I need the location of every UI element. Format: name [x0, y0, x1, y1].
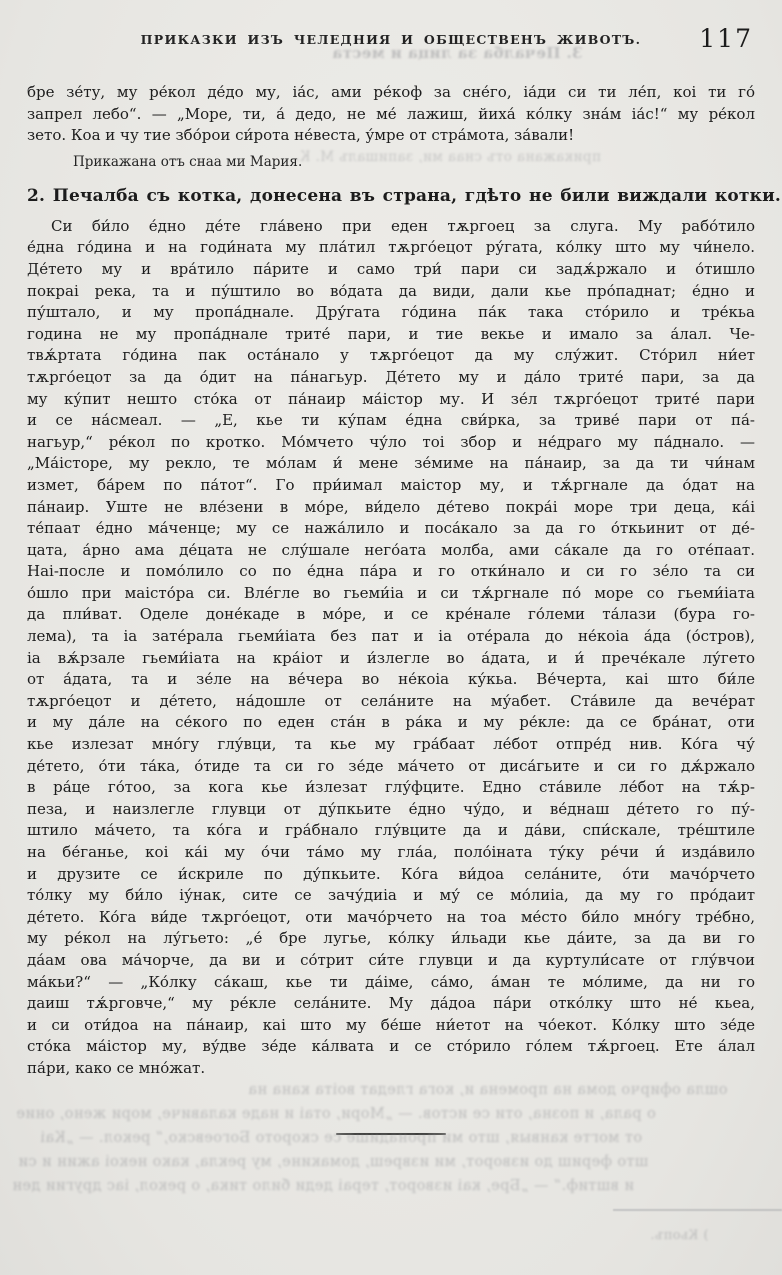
text-line: покраі река, та и пу́штило во во́дата да види, дали кье про́паднат; е́дно и	[27, 281, 755, 300]
text-line: де́тето. Ко́га ви́де тѫрго́ецот, оти мачо́рчето на тоа ме́сто би́ло мно́гу тре́бно,	[27, 907, 755, 926]
bleedthrough-text: о рала, и позна, оти се истов. — „Мори, отаі и наде калавиче, мори жено, оние	[16, 1106, 656, 1122]
text-line: и си оти́доа на па́наир, каі што му бе́ше ни́етот на чо́екот. Ко́лку што зе́де	[27, 1015, 755, 1034]
text-line: сто́ка ма́істор му, ву́две зе́де ка́лвата и се сто́рило го́лем тѫ́ргоец. Ете а́лал	[27, 1037, 755, 1056]
bleedthrough-text: ошла офирчо дома на промена и, кога гледат воіта кана на	[248, 1082, 728, 1098]
text-line: да пли́ват. Оделе доне́каде в мо́ре, и се кре́нале го́леми та́лази (бура го-	[27, 605, 755, 624]
previous-tale-ending	[27, 82, 755, 147]
text-line: бре зе́ту, му ре́кол де́до му, іа́с, ами ре́коф за сне́го, іа́ди си ти ле́п, коі ти го́	[27, 83, 755, 101]
bleedthrough-text: прикажана отъ снаа ми, запишалъ М. К.	[295, 149, 601, 165]
text-line: пеза, и наизлегле глувци от ду́пкьите е́дно чу́до, и ве́днаш де́тето го пу́-	[27, 799, 755, 818]
text-line: цата, а́рно ама де́цата не слу́шале него́ата молба, ами са́кале да го оте́паат.	[27, 540, 755, 559]
text-line: в ра́це го́тоо, за кога кье и́злезат глу́фците. Едно ста́виле ле́бот на тѫ́р-	[27, 778, 755, 797]
text-line: па́наир. Уште не вле́зени в мо́ре, ви́дело де́тево покра́і море три деца, ка́і	[27, 497, 755, 516]
tale-body	[27, 216, 755, 1080]
text-line: Наі-после и помо́лило со по е́дна па́ра и го отки́нало и си го зе́ло та си	[27, 562, 755, 581]
text-line: измет, ба́рем по па́тот“. Го при́имал маістор му, и тѫ́ргнале да о́дат на	[27, 475, 755, 494]
text-line: зето. Коа и чу тие збо́рои си́рота не́веста, у́мре от стра́мота, за́вали!	[27, 126, 575, 145]
page-header	[27, 0, 755, 62]
text-line: е́дна го́дина и на годи́ната му пла́тил тѫрго́ецот ру́гата, ко́лку што му чи́нело.	[27, 238, 755, 257]
text-line: година не му пропа́днале трите́ пари, и тие векье и имало за а́лал. Че-	[27, 324, 755, 343]
bleedthrough-text: и вштиф.“ — „Бре, каі изворот, тераі деди било тика, о рекол, іас другии ден	[12, 1178, 634, 1194]
text-line: штило ма́чето, та ко́га и гра́бнало глу́вците да и да́ви, спи́скале, тре́штиле	[27, 821, 755, 840]
text-line: іа вѫ́рзале гьеми́іата на кра́іот и и́злегле во а́дата, и и́ прече́кале лу́гето	[27, 648, 755, 667]
text-line: и се на́смеал. — „Е, кье ти ку́пам е́дна сви́рка, за триве́ пари от па́-	[27, 411, 755, 430]
text-line: и му да́ле на се́кого по еден ста́н в ра́ка и му ре́кле: да се бра́нат, оти	[27, 713, 755, 732]
text-line: даиш тѫ́рговче,“ му ре́кле села́ните. Му да́доа па́ри отко́лку што не́ кьеа,	[27, 994, 755, 1013]
bleedthrough-text: што фериш до изворот, ми извреш, домакине, му рекла, како некоі ажин и си	[18, 1154, 649, 1170]
text-line: запрел лебо“. — „Море, ти, а́ дедо, не ме́ лажиш, йиха́ ко́лку зна́м іа́с!“ му ре́кол	[27, 104, 755, 123]
tale-heading: 2. Печалба съ котка, донесена въ страна, гдѣто не били виждали котки.	[27, 185, 781, 206]
text-line: да́ам ова ма́чорче, да ви и со́трит си́те глувци и да куртули́сате от глу́вчои	[27, 950, 755, 969]
text-line: „Ма́історе, му рекло, те мо́лам и́ мене зе́миме на па́наир, за да ти чи́нам	[27, 454, 755, 473]
running-title: ПРИКАЗКИ ИЗЪ ЧЕЛЕДНИЯ И ОБЩЕСТВЕНЪ ЖИВОТЪ.	[140, 32, 642, 47]
text-line: Де́тето му и вра́тило па́рите и само три́ пари си задѫ́ржало и о́тишло	[27, 259, 755, 278]
text-line: де́тето, о́ти та́ка, о́тиде та си го зе́де ма́чето от диса́гьите и си го дѫ́ржало	[27, 756, 755, 775]
end-of-tale-rule	[336, 1133, 446, 1135]
text-line: от а́дата, та и зе́ле на ве́чера во не́коіа ку́кьа. Ве́черта, каі што би́ле	[27, 670, 755, 689]
bleedthrough-text: З. Печалба за лица и места	[332, 44, 583, 62]
text-line: па́ри, како се мно́жат.	[27, 1058, 206, 1077]
bleedthrough-text: ) Кьопъ.	[650, 1228, 709, 1243]
text-line: Си би́ло е́дно де́те гла́вено при еден тѫргоец за слуга. Му рабо́тило	[51, 216, 755, 235]
text-line: тѫрго́ецот и де́тето, на́дошле от села́ните на му́абет. Ста́виле да вече́рат	[27, 691, 755, 710]
text-line: о́шло при маісто́ра си. Вле́гле во гьеми́іа и си тѫ́ргнале по́ море со гьеми́іата	[27, 583, 755, 602]
text-line: тѫрго́ецот за да о́дит на па́нагьур. Де́тето му и да́ло трите́ пари, за да	[27, 367, 755, 386]
bleedthrough-text: от могте канвыя, што ми пронадише се скорото Богоевско,“ рекол. — „Каі	[40, 1130, 643, 1146]
text-line: лема), та іа зате́рала гьеми́іата без пат и іа оте́рала до не́коіа а́да (о́стров),	[27, 627, 755, 646]
text-line: пу́штало, и му пропа́днале. Дру́гата го́дина па́к така сто́рило и тре́кьа	[27, 303, 755, 322]
text-line: нагьур,“ ре́кол по кротко. Мо́мчето чу́ло тоі збор и не́драго му па́днало. —	[27, 432, 755, 451]
text-line: на бе́ганье, коі ка́і му о́чи та́мо му гла́а, поло́іната ту́ку ре́чи и́ изда́вило	[27, 843, 755, 861]
page-number: 117	[699, 24, 753, 53]
text-line: му ку́пит нешто сто́ка от па́наир ма́істор му. И зе́л тѫрго́ецот трите́ пари	[27, 389, 755, 408]
text-line: му ре́кол на лу́гьето: „е́ бре лугье, ко́лку и́льади кье да́ите, за да ви го	[27, 929, 755, 948]
text-line: кье излезат мно́гу глу́вци, та кье му гра́баат ле́бот отпре́д нив. Ко́га чу́	[27, 735, 755, 754]
bleedthrough-footnote-rule	[613, 1209, 782, 1211]
text-line: ма́кьи?“ — „Ко́лку са́каш, кье ти да́іме, са́мо, а́ман те мо́лиме, да ни го	[27, 972, 755, 991]
text-line: и друзите се и́скриле по ду́пкьите. Ко́га ви́доа села́ните, о́ти мачо́рчето	[27, 864, 755, 883]
attribution-line: Прикажана отъ снаа ми Мария.	[73, 153, 303, 170]
text-line: твѫ́ртата го́дина пак оста́нало у тѫрго́ецот да му слу́жит. Сто́рил ни́ет	[27, 346, 755, 365]
text-line: те́паат е́дно ма́ченце; му се нажа́лило и поса́кало за да го о́ткьинит от де́-	[27, 519, 755, 538]
text-line: то́лку му би́ло іу́нак, сите се зачу́диіа и му́ се мо́лиіа, да му го про́даит	[27, 886, 755, 905]
